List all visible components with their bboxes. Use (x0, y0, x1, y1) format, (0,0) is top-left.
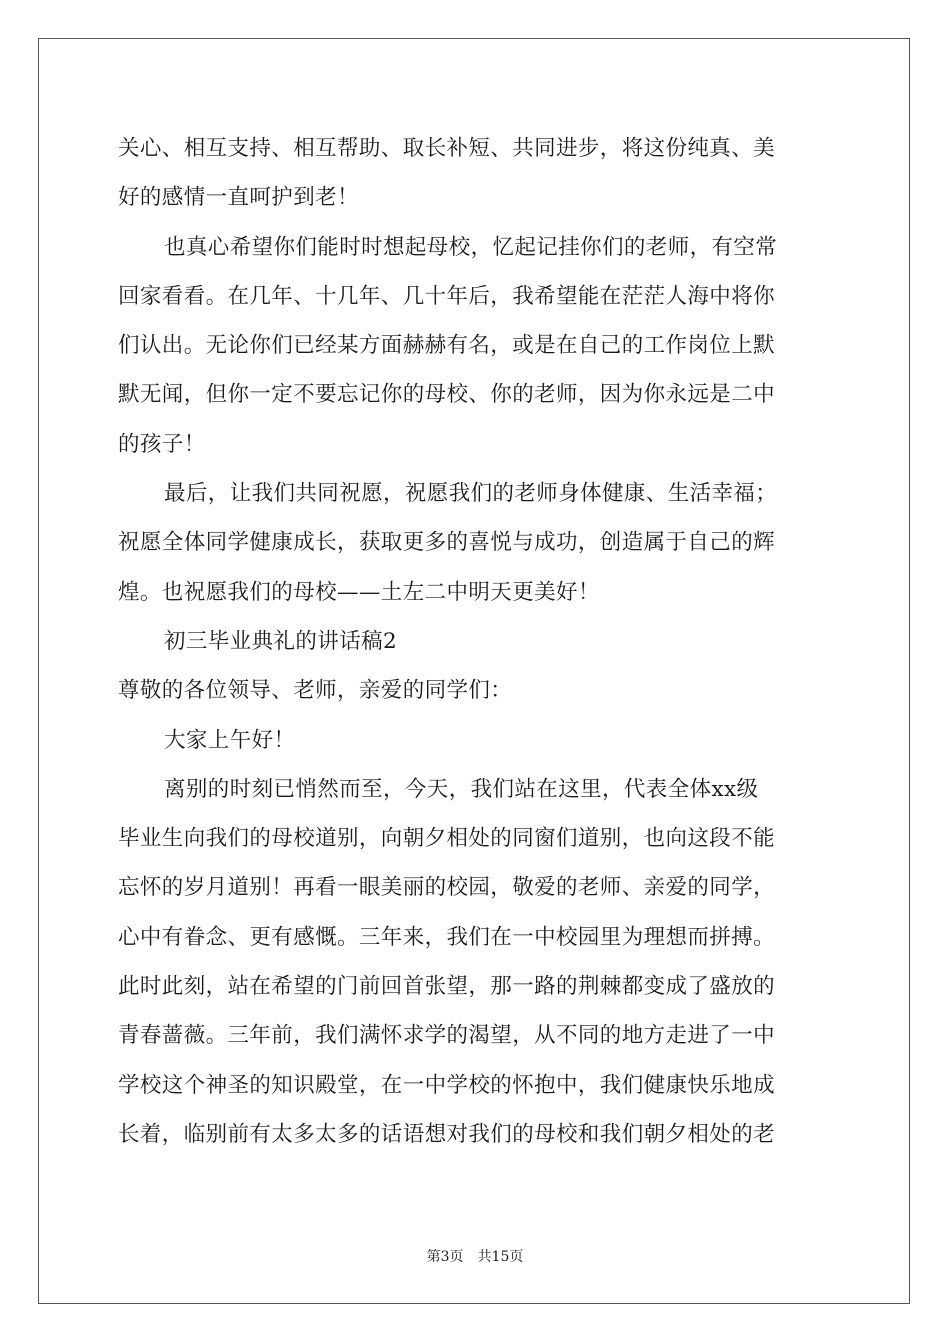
paragraph-line: 好的感情一直呵护到老！ (118, 185, 359, 211)
paragraph-line: 关心、相互支持、相互帮助、取长补短、共同进步，将这份纯真、美 (118, 136, 776, 161)
paragraph-line: 煌。也祝愿我们的母校——土左二中明天更美好！ (118, 579, 600, 605)
salutation: 尊敬的各位领导、老师，亲爱的同学们： (118, 678, 513, 704)
greeting: 大家上午好！ (164, 727, 296, 753)
page-number: 第3页 (426, 1249, 464, 1265)
paragraph-line: 默无闻，但你一定不要忘记你的母校、你的老师，因为你永远是二中 (118, 382, 776, 408)
paragraph-line: 长着，临别前有太多太多的话语想对我们的母校和我们朝夕相处的老 (118, 1121, 776, 1147)
paragraph-line: 学校这个神圣的知识殿堂，在一中学校的怀抱中，我们健康快乐地成 (118, 1072, 776, 1098)
page-total: 共15页 (477, 1249, 524, 1265)
paragraph-line: 离别的时刻已悄然而至，今天，我们站在这里，代表全体xx级 (164, 776, 759, 802)
page-footer (0, 1248, 950, 1266)
paragraph-line: 心中有眷念、更有感慨。三年来，我们在一中校园里为理想而拼搏。 (118, 924, 776, 950)
section-title: 初三毕业典礼的讲话稿2 (164, 628, 398, 654)
paragraph-line: 忘怀的岁月道别！再看一眼美丽的校园，敬爱的老师、亲爱的同学， (118, 875, 776, 901)
paragraph-line: 的孩子！ (118, 431, 206, 457)
paragraph-line: 们认出。无论你们已经某方面赫赫有名，或是在自己的工作岗位上默 (118, 333, 776, 359)
paragraph-line: 也真心希望你们能时时想起母校，忆起记挂你们的老师，有空常 (164, 234, 778, 260)
paragraph-line: 毕业生向我们的母校道别，向朝夕相处的同窗们道别，也向这段不能 (118, 826, 776, 852)
document-body (118, 124, 838, 1159)
paragraph-line: 回家看看。在几年、十几年、几十年后，我希望能在茫茫人海中将你 (118, 283, 776, 309)
paragraph-line: 青春蔷薇。三年前，我们满怀求学的渴望，从不同的地方走进了一中 (118, 1023, 776, 1049)
paragraph-line: 祝愿全体同学健康成长，获取更多的喜悦与成功，创造属于自己的辉 (118, 530, 776, 556)
paragraph-line: 此时此刻，站在希望的门前回首张望，那一路的荆棘都变成了盛放的 (118, 974, 776, 1000)
paragraph-line: 最后，让我们共同祝愿，祝愿我们的老师身体健康、生活幸福； (164, 481, 778, 507)
